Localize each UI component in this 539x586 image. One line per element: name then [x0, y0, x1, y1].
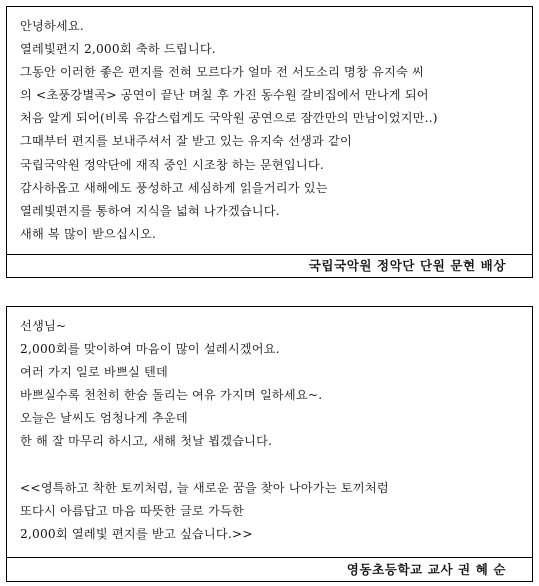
letter-2-line: 여러 가지 일로 바쁘실 텐데	[20, 365, 169, 380]
letter-2-line: <<영특하고 착한 토끼처럼, 늘 새로운 꿈을 찾아 나아가는 토끼처럼	[20, 480, 389, 495]
letter-1-line: 열레빛편지를 통하여 지식을 넓혀 나가겠습니다.	[20, 203, 280, 218]
letter-1-line: 안녕하세요.	[20, 19, 84, 33]
letter-2-line: 바쁘실수록 천천히 한숨 돌리는 여유 가지며 일하세요~.	[20, 388, 323, 403]
letter-1-line: 열레빛편지 2,000회 축하 드립니다.	[20, 42, 216, 57]
letter-1-line: 새해 복 많이 받으십시오.	[20, 226, 157, 241]
letter-1-line: 그동안 이러한 좋은 편지를 전혀 모르다가 얼마 전 서도소리 명창 유지숙 씨	[20, 65, 425, 80]
letter-2-blank-line	[20, 454, 522, 477]
letter-1-line: 국립국악원 정악단에 재직 중인 시조창 하는 문현입니다.	[20, 157, 324, 172]
letter-1-line: 처음 알게 되어(비록 유감스럽게도 국악원 공연으로 잠깐만의 만남이었지만..)	[20, 111, 438, 126]
letter-1-line: 의 <초풍강별곡> 공연이 끝난 며칠 후 가진 동수원 갈비집에서 만나게 되어	[20, 88, 429, 103]
letter-2-signature: 영동초등학교 교사 권 혜 순	[346, 562, 506, 577]
letter-2-line: 2,000회를 맞이하여 마음이 많이 설레시겠어요.	[20, 342, 280, 357]
letter-box-1	[6, 6, 533, 278]
letter-1-signature: 국립국악원 정악단 단원 문현 배상	[308, 258, 506, 273]
letter-1-line: 감사하옵고 새해에도 풍성하고 세심하게 읽을거리가 있는	[20, 180, 328, 195]
letter-2-line: 한 해 잘 마무리 하시고, 새해 첫날 뵙겠습니다.	[20, 434, 273, 449]
letter-2-line: 오늘은 날씨도 엄청나게 추운데	[20, 411, 188, 426]
letter-1-line: 그때부터 편지를 보내주셔서 잘 받고 있는 유지숙 선생과 같이	[20, 134, 352, 149]
letter-2-line: 2,000회 열레빛 편지를 받고 싶습니다.>>	[20, 526, 253, 541]
letter-2-line: 또다시 아름답고 마음 따뜻한 글로 가득한	[20, 503, 244, 518]
letter-box-2	[6, 306, 533, 582]
letter-2-line: 선생님~	[20, 319, 67, 333]
letter-1-body	[7, 7, 532, 255]
letter-2-body	[7, 307, 532, 558]
